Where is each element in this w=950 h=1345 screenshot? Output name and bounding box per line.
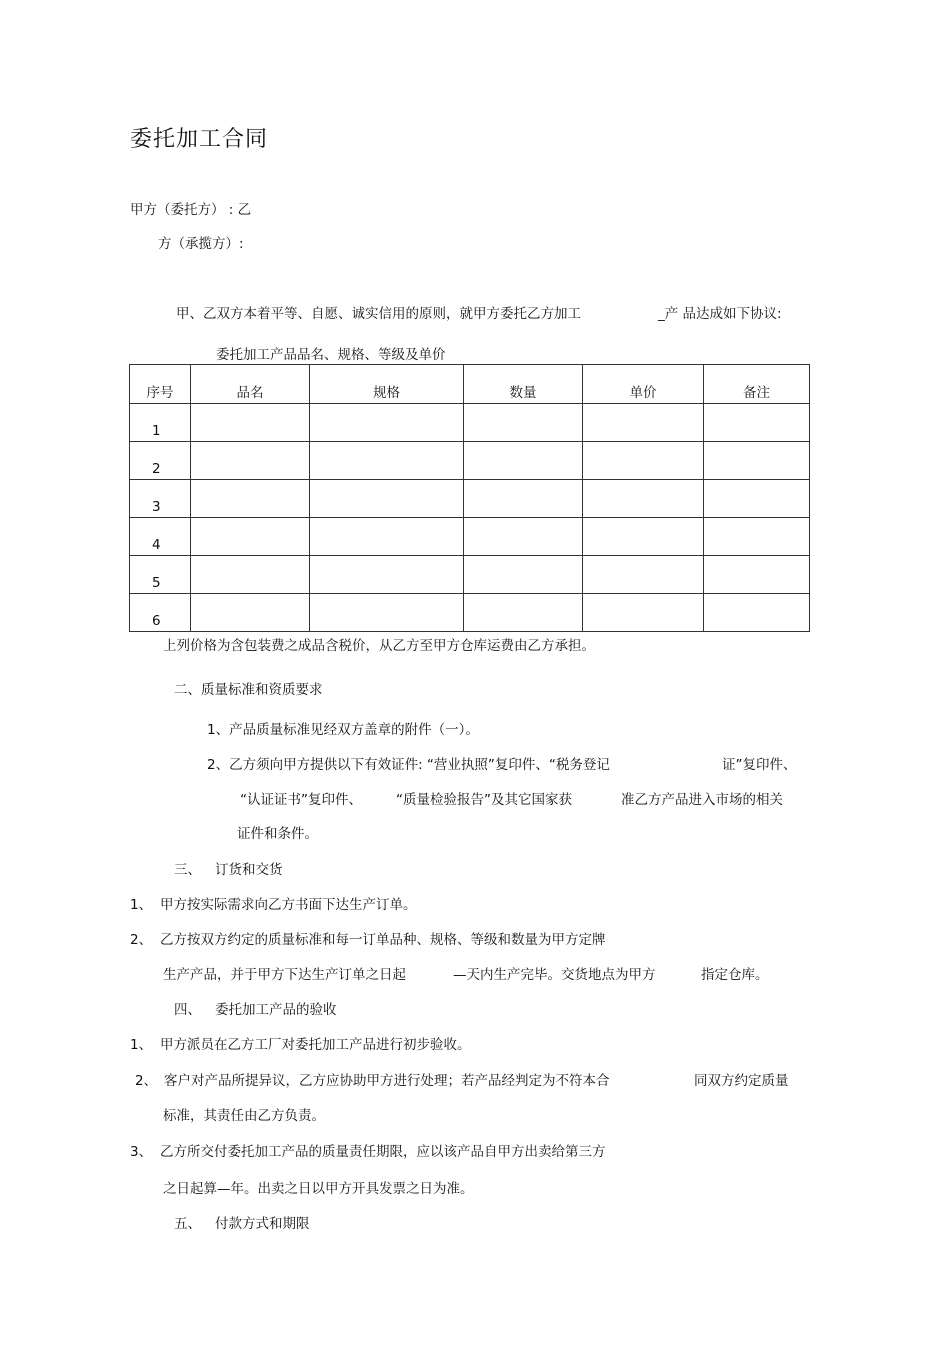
intro-text-cont: _产 品达成如下协议: [658, 306, 782, 322]
section-3-item-1-number: 1、 [130, 897, 153, 913]
table-cell [464, 518, 583, 556]
table-cell [310, 594, 464, 632]
table-cell [464, 556, 583, 594]
section-4-item-2-cont: 标准，其责任由乙方负责。 [163, 1108, 325, 1124]
table-row [130, 480, 810, 518]
section-3-heading: 订货和交货 [215, 862, 283, 878]
table-cell [191, 518, 310, 556]
party-a-line: 甲方（委托方） : 乙 [130, 202, 252, 218]
section-2-item-2-line2b: “质量检验报告”及其它国家获 [396, 792, 572, 808]
section-2-item-2-line2c: 准乙方产品进入市场的相关 [621, 792, 783, 808]
table-row [130, 442, 810, 480]
table-cell [191, 442, 310, 480]
table-cell [583, 404, 704, 442]
table-cell [464, 594, 583, 632]
row-number: 1 [130, 404, 191, 442]
table-cell [191, 594, 310, 632]
intro-text: 甲、乙双方本着平等、自愿、诚实信用的原则，就甲方委托乙方加工 [176, 306, 581, 322]
table-cell [191, 556, 310, 594]
header-specification: 规格 [310, 365, 464, 404]
table-cell [191, 404, 310, 442]
header-remarks: 备注 [704, 365, 810, 404]
header-product-name: 品名 [191, 365, 310, 404]
table-cell [310, 480, 464, 518]
table-row [130, 404, 810, 442]
header-quantity: 数量 [464, 365, 583, 404]
section-2-item-2-line2a: “认证证书”复印件、 [240, 792, 362, 808]
section-3-item-2-cont-b: —天内生产完毕。交货地点为甲方 [453, 967, 656, 983]
table-caption: 委托加工产品品名、规格、等级及单价 [216, 347, 446, 363]
row-number: 5 [130, 556, 191, 594]
table-cell [310, 404, 464, 442]
section-3-item-2: 乙方按双方约定的质量标准和每一订单品种、规格、等级和数量为甲方定牌 [160, 932, 606, 948]
table-cell [704, 442, 810, 480]
section-4-item-2-tail: 同双方约定质量 [694, 1073, 789, 1089]
table-cell [704, 556, 810, 594]
section-2-heading: 二、质量标准和资质要求 [174, 682, 323, 698]
section-3-item-2-cont-a: 生产产品，并于甲方下达生产订单之日起 [163, 967, 406, 983]
table-row [130, 594, 810, 632]
table-cell [310, 556, 464, 594]
table-cell [704, 518, 810, 556]
section-4-item-3: 乙方所交付委托加工产品的质量责任期限，应以该产品自甲方出卖给第三方 [160, 1144, 606, 1160]
party-b-line: 方（承揽方）: [158, 236, 244, 252]
table-header-row [130, 365, 810, 404]
table-cell [704, 594, 810, 632]
table-cell [464, 442, 583, 480]
section-2-item-2-cont: 证”复印件、 [722, 757, 797, 773]
section-3-item-2-number: 2、 [130, 932, 153, 948]
table-cell [583, 442, 704, 480]
section-4-item-2-number: 2、 [135, 1073, 158, 1089]
row-number: 2 [130, 442, 191, 480]
product-table [129, 364, 810, 632]
table-cell [583, 556, 704, 594]
price-note: 上列价格为含包装费之成品含税价，从乙方至甲方仓库运费由乙方承担。 [163, 638, 595, 654]
section-2-item-1: 1、产品质量标准见经双方盖章的附件（一）。 [207, 722, 479, 738]
table-cell [310, 442, 464, 480]
table-cell [583, 518, 704, 556]
table-cell [310, 518, 464, 556]
table-row [130, 518, 810, 556]
row-number: 4 [130, 518, 191, 556]
section-3-item-1: 甲方按实际需求向乙方书面下达生产订单。 [160, 897, 417, 913]
section-4-item-1-number: 1、 [130, 1037, 153, 1053]
section-4-item-3-cont: 之日起算—年。出卖之日以甲方开具发票之日为准。 [163, 1181, 474, 1197]
header-unit-price: 单价 [583, 365, 704, 404]
header-serial: 序号 [130, 365, 191, 404]
table-cell [464, 480, 583, 518]
row-number: 3 [130, 480, 191, 518]
table-cell [464, 404, 583, 442]
section-4-item-1: 甲方派员在乙方工厂对委托加工产品进行初步验收。 [160, 1037, 471, 1053]
table-row [130, 556, 810, 594]
section-3-number: 三、 [174, 862, 201, 878]
table-cell [191, 480, 310, 518]
section-3-item-2-cont-c: 指定仓库。 [701, 967, 769, 983]
document-title: 委托加工合同 [130, 127, 269, 152]
section-4-item-2: 客户对产品所提异议，乙方应协助甲方进行处理；若产品经判定为不符本合 [164, 1073, 610, 1089]
row-number: 6 [130, 594, 191, 632]
section-4-number: 四、 [174, 1002, 201, 1018]
table-cell [704, 480, 810, 518]
table-cell [583, 594, 704, 632]
table-cell [583, 480, 704, 518]
section-4-heading: 委托加工产品的验收 [215, 1002, 337, 1018]
section-4-item-3-number: 3、 [130, 1144, 153, 1160]
table-cell [704, 404, 810, 442]
section-2-item-2-line3: 证件和条件。 [237, 826, 318, 842]
section-5-heading: 付款方式和期限 [215, 1216, 310, 1232]
section-5-number: 五、 [174, 1216, 201, 1232]
section-2-item-2: 2、乙方须向甲方提供以下有效证件: “营业执照”复印件、“税务登记 [207, 757, 610, 773]
